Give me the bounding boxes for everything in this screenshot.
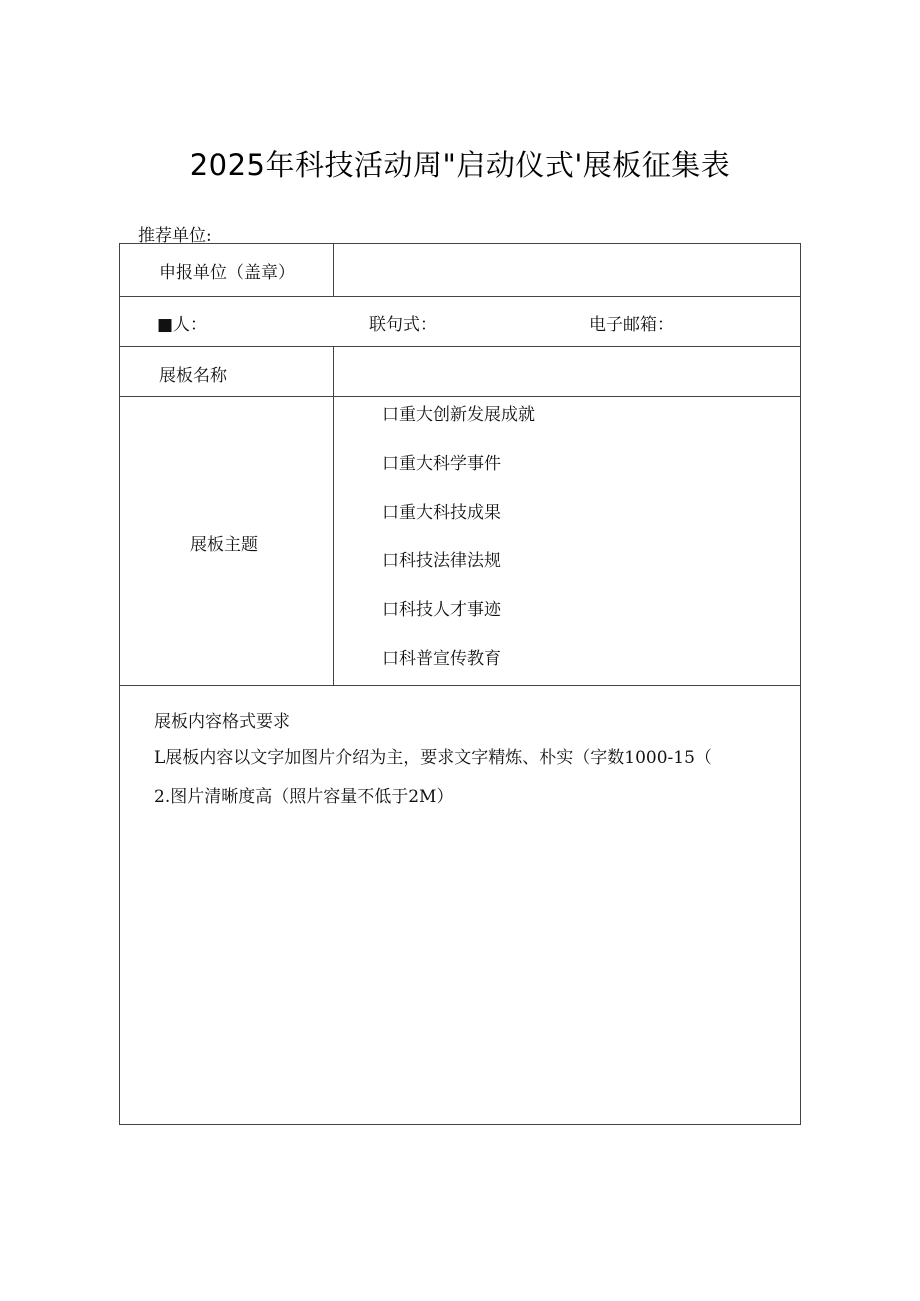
contact-row: [120, 297, 800, 347]
recommender-label: 推荐单位:: [138, 226, 212, 246]
theme-option-popular-science[interactable]: 口科普宣传教育: [382, 649, 501, 669]
email-label: 电子邮箱：: [589, 315, 674, 335]
applicant-label: 申报单位（盖章）: [159, 263, 295, 283]
requirement-text-1: L展板内容以文字加图片介绍为主，要求文字精炼、朴实（字数1000-15（: [154, 748, 712, 768]
applicant-field[interactable]: [334, 244, 800, 296]
theme-option-science-event[interactable]: 口重大科学事件: [382, 454, 501, 474]
contact-method-label: 联句式：: [369, 315, 437, 335]
requirements-title: 展板内容格式要求: [154, 712, 290, 732]
theme-option-tech-achievement[interactable]: 口重大科技成果: [382, 503, 501, 523]
theme-option-talent[interactable]: 口科技人才事迹: [382, 600, 501, 620]
board-theme-row: [120, 397, 800, 686]
board-name-row: [120, 347, 800, 397]
requirement-text-2: 2.图片清晰度高（照片容量不低于2M）: [154, 787, 454, 807]
board-name-label: 展板名称: [159, 366, 227, 386]
requirements-section: [120, 686, 800, 1124]
contact-person-label: ■人：: [157, 315, 208, 335]
theme-option-innovation[interactable]: 口重大创新发展成就: [382, 405, 535, 425]
board-theme-label: 展板主题: [190, 535, 258, 555]
theme-option-tech-law[interactable]: 口科技法律法规: [382, 551, 501, 571]
column-divider: [333, 397, 334, 685]
page-title: 2025年科技活动周"启动仪式'展板征集表: [189, 148, 731, 182]
application-form: [119, 243, 801, 1125]
board-name-field[interactable]: [334, 347, 800, 396]
applicant-row: [120, 244, 800, 297]
